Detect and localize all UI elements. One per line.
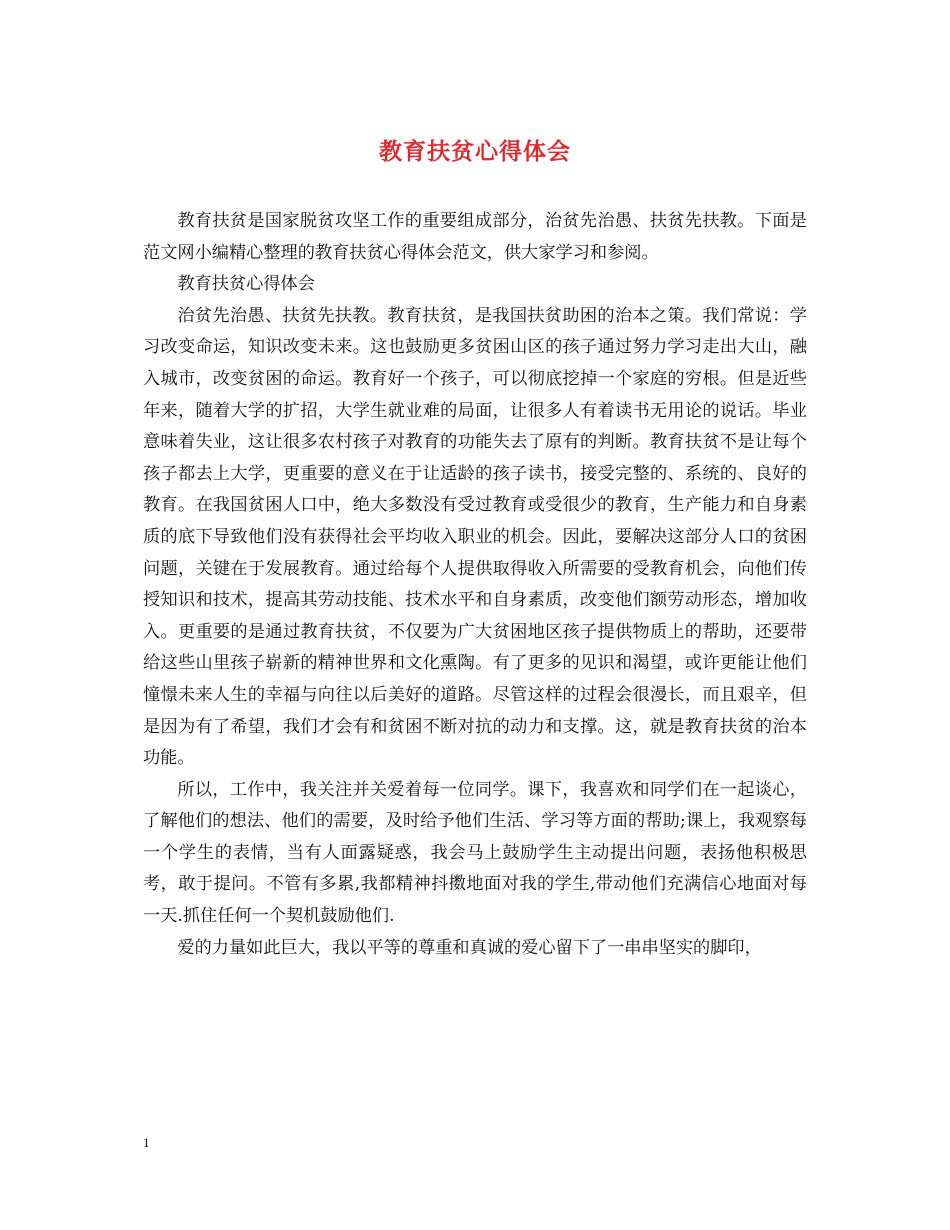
paragraph-subheading: 教育扶贫心得体会: [177, 274, 315, 295]
paragraph-love: 爱的力量如此巨大，我以平等的尊重和真诚的爱心留下了一串串坚实的脚印，: [177, 937, 762, 958]
paragraph-main: 治贫先治愚、扶贫先扶教。教育扶贫，是我国扶贫助困的治本之策。我们常说：学习改变命运，知识改变未来。这也鼓励更多贫困山区的孩子通过努力学习走出大山，融入城市，改变贫困的命运。教育好一个孩子，可以彻底挖掉一个家庭的穷根。但是近些年来，随着大学的扩招，大学生就业难的局面，让很多人有着读书无用论的说话。毕业意味着失业，这让很多农村孩子对教育的功能失去了原有的判断。教育扶贫不是让每个孩子都去上大学，更重要的意义在于让适龄的孩子读书，接受完整的、系统的、良好的教育。在我国贫困人口中，绝大多数没有受过教育或受很少的教育，生产能力和自身素质的底下导致他们没有获得社会平均收入职业的机会。因此，要解决这部分人口的贫困问题，关键在于发展教育。通过给每个人提供取得收入所需要的受教育机会，向他们传授知识和技术，提高其劳动技能、技术水平和自身素质，改变他们额劳动形态，增加收入。更重要的是通过教育扶贫，不仅要为广大贫困地区孩子提供物质上的帮助，还要带给这些山里孩子崭新的精神世界和文化熏陶。有了更多的见识和渴望，或许更能让他们憧憬未来人生的幸福与向往以后美好的道路。尽管这样的过程会很漫长，而且艰辛，但是因为有了希望，我们才会有和贫困不断对抗的动力和支撑。这，就是教育扶贫的治本功能。: [143, 305, 807, 769]
paragraph-work: 所以，工作中，我关注并关爱着每一位同学。课下，我喜欢和同学们在一起谈心，了解他们的想法、他们的需要，及时给予他们生活、学习等方面的帮助;课上，我观察每一个学生的表情，当有人面露疑惑，我会马上鼓励学生主动提出问题，表扬他积极思考，敢于提问。不管有多累,我都精神抖擞地面对我的学生,带动他们充满信心地面对每一天.抓住任何一个契机鼓励他们.: [143, 779, 807, 927]
paragraph-intro: 教育扶贫是国家脱贫攻坚工作的重要组成部分，治贫先治愚、扶贫先扶教。下面是范文网小编精心整理的教育扶贫心得体会范文，供大家学习和参阅。: [143, 211, 807, 263]
document-body: [143, 206, 807, 964]
document-title: 教育扶贫心得体会: [379, 138, 571, 165]
page-number: 1: [143, 1135, 150, 1150]
